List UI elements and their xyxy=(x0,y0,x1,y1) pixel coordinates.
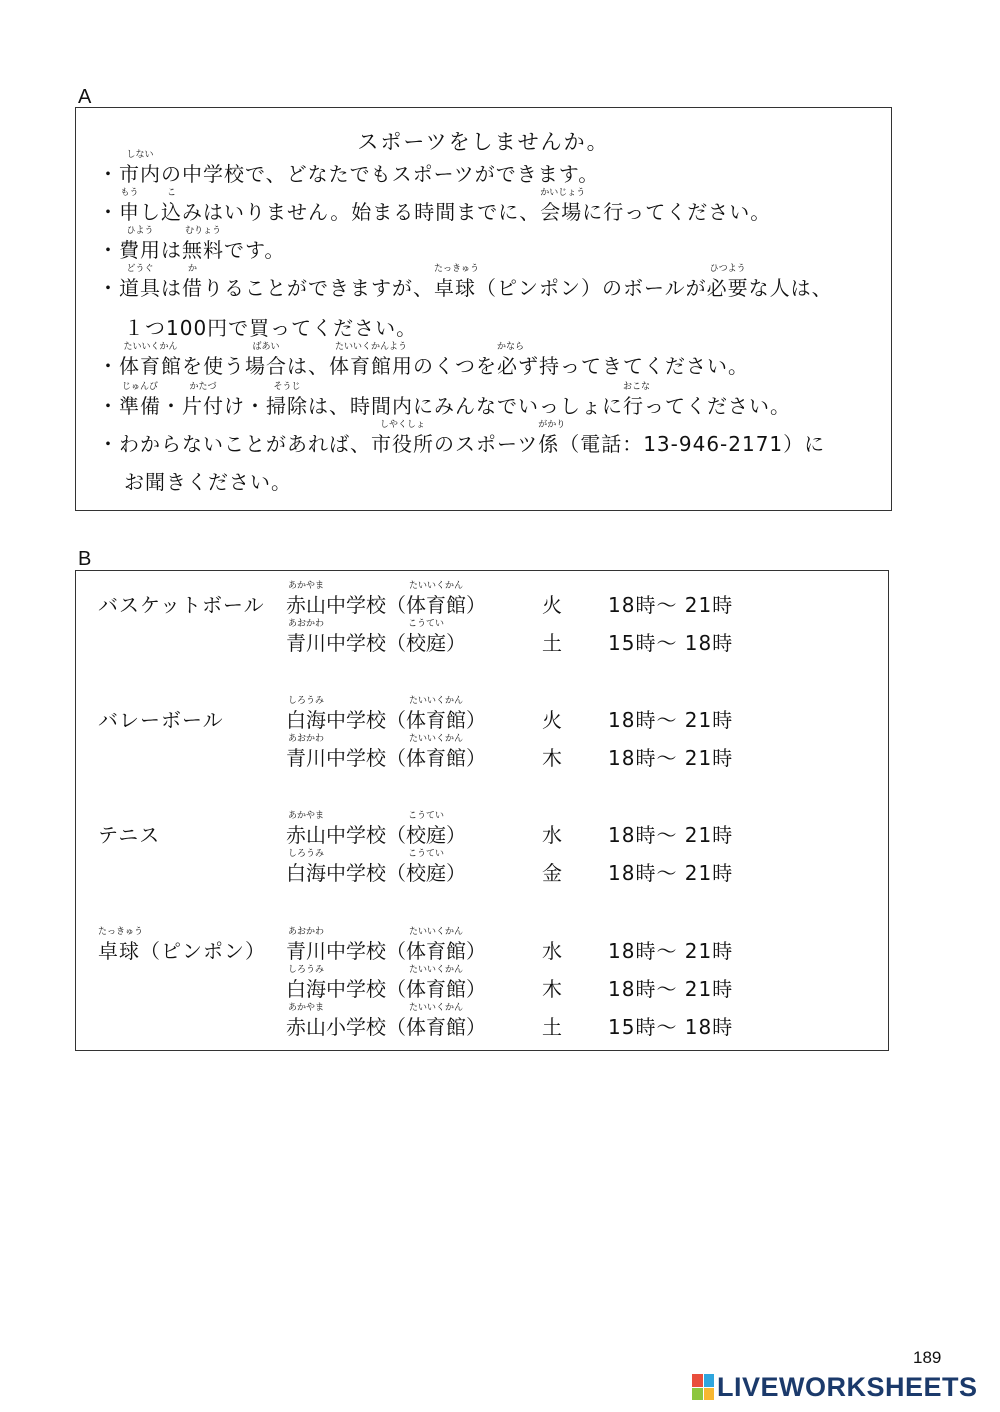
sport-name xyxy=(98,589,265,618)
furigana: こうてい xyxy=(407,849,444,859)
line-text: のくつを xyxy=(413,354,497,378)
bullet: ・ xyxy=(98,238,119,262)
paren: ） xyxy=(446,823,466,847)
furigana: ひつよう xyxy=(709,264,746,274)
furigana: どうぐ xyxy=(126,264,154,274)
line-text: わからないことがあれば、 xyxy=(119,432,371,456)
logo-tile xyxy=(692,1374,703,1387)
sport-text: テニス xyxy=(98,823,161,847)
logo-tile xyxy=(704,1374,715,1387)
line-text: みはいりません。始まる時間までに、 xyxy=(182,200,541,224)
brand-mark-icon xyxy=(692,1374,714,1400)
venue xyxy=(286,927,486,964)
school-name: 小学校 xyxy=(326,1015,386,1039)
ruby-word: 卓球 たっきゅう xyxy=(434,272,476,301)
furigana: しろうみ xyxy=(287,849,324,859)
furigana: むりょう xyxy=(184,226,221,236)
weekday: 金 xyxy=(542,861,562,885)
bullet: ・ xyxy=(98,162,119,186)
notice-line xyxy=(98,150,600,187)
line-text: は xyxy=(161,276,182,300)
ruby-word: 準備 じゅんび xyxy=(119,390,161,419)
sport-text: （ピンポン） xyxy=(140,939,266,963)
line-text: な人は、 xyxy=(748,276,833,300)
weekday: 水 xyxy=(542,823,562,847)
school-name: 中学校 xyxy=(326,823,386,847)
school-name-ruby: 青川 あおかわ xyxy=(286,627,326,656)
furigana: しろうみ xyxy=(287,965,324,975)
school-name-ruby: 赤山 あかやま xyxy=(286,1011,326,1040)
line-text: １つ100円で買ってください。 xyxy=(124,316,418,340)
line-text: し xyxy=(140,200,161,224)
logo-tile xyxy=(704,1388,715,1401)
paren: ） xyxy=(466,977,486,1001)
line-text: を使う xyxy=(182,354,245,378)
school-name-ruby: 白海 しろうみ xyxy=(286,973,326,1002)
furigana: かなら xyxy=(497,342,525,352)
venue xyxy=(286,619,466,656)
time-range: 18時～ 21時 xyxy=(608,977,734,1001)
notice-line xyxy=(124,312,417,341)
ruby-word: 掃除 そうじ xyxy=(266,390,308,419)
line-text: ってください。 xyxy=(644,394,791,418)
venue xyxy=(286,1003,486,1040)
sport-text: バレーボール xyxy=(98,708,224,732)
line-text: お聞きください。 xyxy=(124,470,292,494)
time-range: 18時～ 21時 xyxy=(608,746,734,770)
furigana: こうてい xyxy=(407,811,444,821)
weekday: 水 xyxy=(542,939,562,963)
school-name-ruby: 青川 あおかわ xyxy=(286,742,326,771)
school-name: 中学校 xyxy=(326,708,386,732)
furigana: たいいくかん xyxy=(123,342,178,352)
schedule-table xyxy=(75,570,889,1051)
notice-line xyxy=(98,264,833,301)
sport-name xyxy=(98,927,266,964)
furigana: たいいくかん xyxy=(408,581,463,591)
notice-line xyxy=(124,466,292,495)
furigana: こ xyxy=(166,188,176,198)
venue xyxy=(286,849,466,886)
bullet: ・ xyxy=(98,354,119,378)
furigana: たいいくかんよう xyxy=(334,342,407,352)
weekday: 火 xyxy=(542,593,562,617)
furigana: しない xyxy=(126,150,154,160)
facility-ruby: 校庭 こうてい xyxy=(406,857,446,886)
furigana: こうてい xyxy=(407,619,444,629)
facility-ruby: 体育館 たいいくかん xyxy=(406,973,466,1002)
school-name: 中学校 xyxy=(326,746,386,770)
facility-ruby: 体育館 たいいくかん xyxy=(406,589,466,618)
paren: （ xyxy=(386,977,406,1001)
venue xyxy=(286,965,486,1002)
time-range: 18時～ 21時 xyxy=(608,708,734,732)
furigana: あかやま xyxy=(287,1003,324,1013)
facility-ruby: 体育館 たいいくかん xyxy=(406,935,466,964)
bullet: ・ xyxy=(98,200,119,224)
line-text: のスポーツ xyxy=(434,432,539,456)
furigana: ひよう xyxy=(126,226,154,236)
paren: （ xyxy=(386,823,406,847)
ruby-word: 体育館用 たいいくかんよう xyxy=(329,350,413,379)
school-name-ruby: 青川 あおかわ xyxy=(286,935,326,964)
line-text: は、時間内にみんなでいっしょに xyxy=(308,394,623,418)
weekday: 土 xyxy=(542,631,562,655)
furigana: おこな xyxy=(623,382,651,392)
line-text: の中学校で、どなたでもスポーツができます。 xyxy=(161,162,600,186)
line-text: りることができますが、 xyxy=(203,276,434,300)
furigana: あかやま xyxy=(287,811,324,821)
furigana: たいいくかん xyxy=(408,1003,463,1013)
notice-line xyxy=(98,342,749,379)
ruby-word: 費用 ひよう xyxy=(119,234,161,263)
furigana: しやくしょ xyxy=(379,420,425,430)
time-range: 18時～ 21時 xyxy=(608,939,734,963)
logo-tile xyxy=(692,1388,703,1401)
furigana: かたづ xyxy=(189,382,217,392)
paren: ） xyxy=(466,746,486,770)
paren: （ xyxy=(386,708,406,732)
line-text: ・ xyxy=(161,394,182,418)
line-text: です。 xyxy=(224,238,286,262)
furigana: ばあい xyxy=(252,342,280,352)
furigana: たいいくかん xyxy=(408,927,463,937)
venue xyxy=(286,734,486,771)
furigana: もう xyxy=(120,188,139,198)
bullet: ・ xyxy=(98,432,119,456)
line-text: ず持ってきてください。 xyxy=(518,354,749,378)
paren: （ xyxy=(386,631,406,655)
section-a-box xyxy=(75,107,892,511)
furigana: あおかわ xyxy=(287,734,324,744)
notice-line xyxy=(98,188,772,225)
paren: ） xyxy=(466,939,486,963)
notice-line xyxy=(98,420,826,457)
weekday: 土 xyxy=(542,1015,562,1039)
ruby-word: 係 がかり xyxy=(538,428,559,457)
furigana: かいじょう xyxy=(540,188,586,198)
furigana: あおかわ xyxy=(287,619,324,629)
section-a-label: A xyxy=(78,86,92,108)
facility-ruby: 校庭 こうてい xyxy=(406,627,446,656)
paren: （ xyxy=(386,1015,406,1039)
ruby-word: 込 こ xyxy=(161,196,182,225)
furigana: しろうみ xyxy=(287,696,324,706)
paren: ） xyxy=(446,861,466,885)
paren: ） xyxy=(446,631,466,655)
furigana: たっきゅう xyxy=(98,927,144,937)
ruby-word: 市役所 しやくしょ xyxy=(371,428,434,457)
school-name: 中学校 xyxy=(326,939,386,963)
paren: ） xyxy=(466,1015,486,1039)
ruby-word: 行 おこな xyxy=(623,390,644,419)
weekday: 木 xyxy=(542,977,562,1001)
sport-name xyxy=(98,819,160,848)
ruby-word: 必要 ひつよう xyxy=(707,272,749,301)
furigana: たいいくかん xyxy=(408,734,463,744)
facility-ruby: 校庭 こうてい xyxy=(406,819,446,848)
sport-name xyxy=(98,704,224,733)
school-name-ruby: 赤山 あかやま xyxy=(286,819,326,848)
venue xyxy=(286,581,486,618)
school-name: 中学校 xyxy=(326,977,386,1001)
furigana: たいいくかん xyxy=(408,696,463,706)
bullet: ・ xyxy=(98,276,119,300)
venue xyxy=(286,696,486,733)
line-text: け・ xyxy=(224,394,266,418)
paren: ） xyxy=(466,593,486,617)
ruby-word: 片付 かたづ xyxy=(182,390,224,419)
paren: ） xyxy=(466,708,486,732)
notice-line xyxy=(98,226,286,263)
ruby-word: 会場 かいじょう xyxy=(540,196,582,225)
weekday: 木 xyxy=(542,746,562,770)
brand-text: LIVEWORKSHEETS xyxy=(717,1371,978,1402)
paren: （ xyxy=(386,593,406,617)
furigana: がかり xyxy=(538,420,566,430)
paren: （ xyxy=(386,939,406,963)
time-range: 15時～ 18時 xyxy=(608,631,734,655)
ruby-word: 道具 どうぐ xyxy=(119,272,161,301)
sport-text: バスケットボール xyxy=(98,593,265,617)
ruby-word: 必 かなら xyxy=(497,350,518,379)
school-name: 中学校 xyxy=(326,593,386,617)
section-b-label: B xyxy=(78,548,92,570)
notice-line xyxy=(98,382,791,419)
paren: （ xyxy=(386,746,406,770)
line-text: は xyxy=(161,238,182,262)
time-range: 18時～ 21時 xyxy=(608,861,734,885)
furigana: じゅんび xyxy=(121,382,158,392)
line-text: （ピンポン）のボールが xyxy=(476,276,707,300)
line-text: （電話：13-946-2171）に xyxy=(559,432,826,456)
facility-ruby: 体育館 たいいくかん xyxy=(406,704,466,733)
school-name-ruby: 白海 しろうみ xyxy=(286,704,326,733)
weekday: 火 xyxy=(542,708,562,732)
furigana: あおかわ xyxy=(287,927,324,937)
venue xyxy=(286,811,466,848)
ruby-word: 体育館 たいいくかん xyxy=(119,350,182,379)
line-text: に行ってください。 xyxy=(582,200,772,224)
ruby-word: 申 もう xyxy=(119,196,140,225)
facility-ruby: 体育館 たいいくかん xyxy=(406,742,466,771)
ruby-word: 無料 むりょう xyxy=(182,234,224,263)
school-name-ruby: 白海 しろうみ xyxy=(286,857,326,886)
furigana: か xyxy=(187,264,197,274)
bullet: ・ xyxy=(98,394,119,418)
school-name: 中学校 xyxy=(326,631,386,655)
brand-logo xyxy=(692,1372,978,1402)
time-range: 15時～ 18時 xyxy=(608,1015,734,1039)
ruby-word: 卓球 たっきゅう xyxy=(98,935,140,964)
furigana: あかやま xyxy=(287,581,324,591)
school-name: 中学校 xyxy=(326,861,386,885)
school-name-ruby: 赤山 あかやま xyxy=(286,589,326,618)
line-text: は、 xyxy=(287,354,329,378)
page-number: 189 xyxy=(913,1348,942,1367)
furigana: たいいくかん xyxy=(408,965,463,975)
notice-title: スポーツをしませんか。 xyxy=(357,130,610,154)
ruby-word: 市内 しない xyxy=(119,158,161,187)
time-range: 18時～ 21時 xyxy=(608,823,734,847)
paren: （ xyxy=(386,861,406,885)
ruby-word: 場合 ばあい xyxy=(245,350,287,379)
furigana: たっきゅう xyxy=(434,264,480,274)
time-range: 18時～ 21時 xyxy=(608,593,734,617)
facility-ruby: 体育館 たいいくかん xyxy=(406,1011,466,1040)
furigana: そうじ xyxy=(273,382,301,392)
ruby-word: 借 か xyxy=(182,272,203,301)
